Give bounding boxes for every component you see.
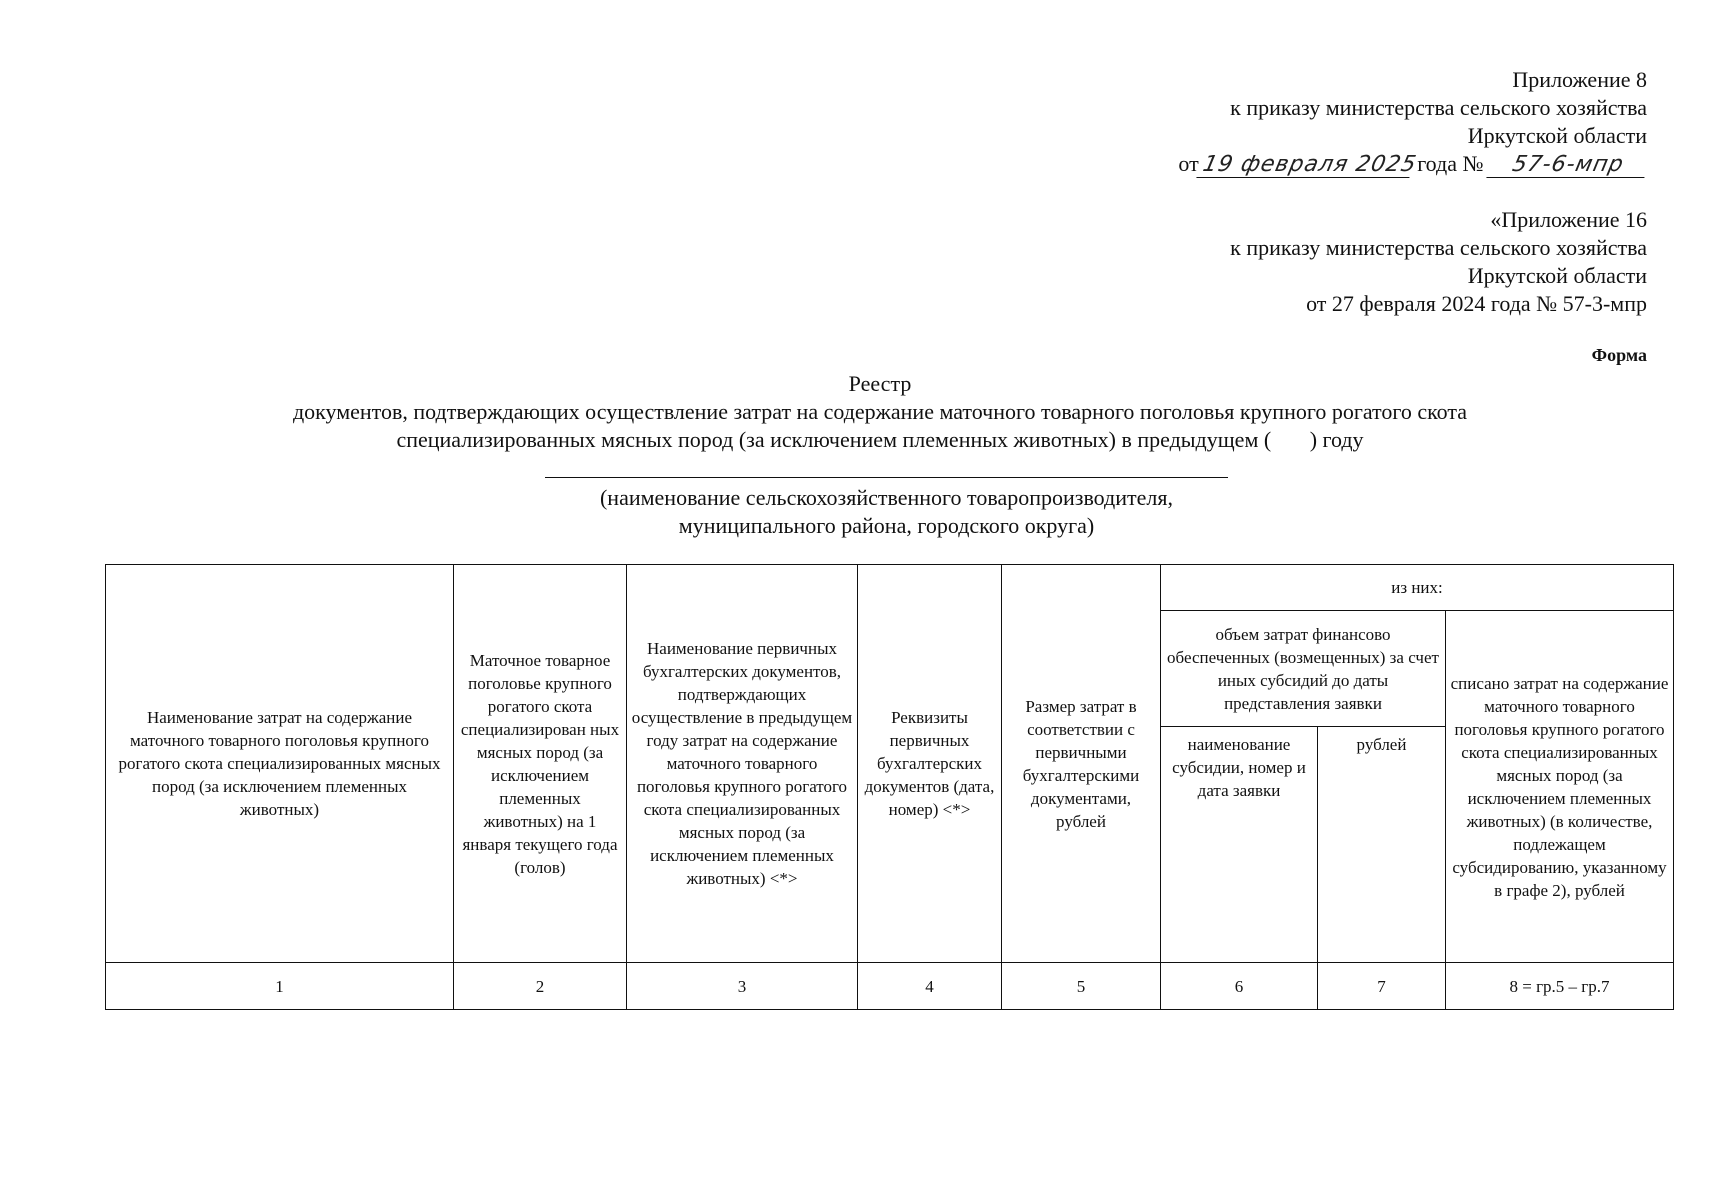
col-number-5: 5 bbox=[1002, 963, 1161, 1010]
col-8-header: списано затрат на содержание маточного товарного поголовья крупного рогатого скота специализированных мясных пород (за исключением племенных животных) (в количестве, подлежащем субсидированию, указанному в графе 2), рублей bbox=[1446, 611, 1674, 963]
producer-caption bbox=[430, 484, 1343, 540]
year-number-label: года № bbox=[1417, 151, 1484, 176]
appendix-8-date-line bbox=[1178, 150, 1647, 178]
handwritten-number: 57-6-мпр bbox=[1486, 153, 1649, 178]
appendix-16-title: «Приложение 16 bbox=[1490, 207, 1647, 232]
col-1-header: Наименование затрат на содержание маточного товарного поголовья крупного рогатого скота специализированных мясных пород (за исключением племенных животных) bbox=[106, 565, 454, 963]
col-4-header: Реквизиты первичных бухгалтерских документов (дата, номер) <*> bbox=[858, 565, 1002, 963]
title-line-3: специализированных мясных пород (за исключением племенных животных) в предыдущем ( ) году bbox=[396, 427, 1364, 452]
appendix-16-order-line: к приказу министерства сельского хозяйства bbox=[1230, 235, 1647, 260]
appendix-8-order-line: к приказу министерства сельского хозяйства bbox=[1230, 95, 1647, 120]
registry-title bbox=[130, 370, 1630, 454]
col-number-6: 6 bbox=[1161, 963, 1318, 1010]
col-6-header: наименование субсидии, номер и дата заявки bbox=[1161, 727, 1318, 963]
appendix-8-region-line: Иркутской области bbox=[1467, 123, 1647, 148]
form-label: Форма bbox=[1591, 345, 1647, 365]
group-a-header: объем затрат финансово обеспеченных (возмещенных) за счет иных субсидий до даты представления заявки bbox=[1161, 611, 1446, 727]
col-2-header: Маточное товарное поголовье крупного рогатого скота специализирован ных мясных пород (за исключением племенных животных) на 1 января текущего года (голов) bbox=[454, 565, 627, 963]
column-numbers-row bbox=[106, 963, 1674, 1010]
title-line-1: Реестр bbox=[848, 371, 912, 396]
appendix-16-header bbox=[1230, 206, 1647, 318]
col-number-3: 3 bbox=[627, 963, 858, 1010]
of-them-header: из них: bbox=[1161, 565, 1674, 611]
appendix-16-date-line: от 27 февраля 2024 года № 57-3-мпр bbox=[1306, 291, 1647, 316]
col-number-7: 7 bbox=[1318, 963, 1446, 1010]
col-number-4: 4 bbox=[858, 963, 1002, 1010]
registry-table bbox=[105, 564, 1674, 1010]
appendix-8-title: Приложение 8 bbox=[1512, 67, 1647, 92]
col-number-1: 1 bbox=[106, 963, 454, 1010]
header-row-1 bbox=[106, 565, 1674, 611]
from-label: от bbox=[1178, 151, 1199, 176]
appendix-16-region-line: Иркутской области bbox=[1467, 263, 1647, 288]
producer-caption-line-1: (наименование сельскохозяйственного товаропроизводителя, bbox=[599, 485, 1173, 510]
producer-caption-line-2: муниципального района, городского округа) bbox=[678, 513, 1095, 538]
col-5-header: Размер затрат в соответствии с первичными бухгалтерскими документами, рублей bbox=[1002, 565, 1161, 963]
appendix-8-header bbox=[1178, 66, 1647, 178]
handwritten-date: 19 февраля 2025 bbox=[1196, 153, 1414, 178]
col-7-header: рублей bbox=[1318, 727, 1446, 963]
col-3-header: Наименование первичных бухгалтерских документов, подтверждающих осуществление в предыдущем году затрат на содержание маточного товарного поголовья крупного рогатого скота специализированных мясных пород (за исключением племенных животных) <*> bbox=[627, 565, 858, 963]
col-number-2: 2 bbox=[454, 963, 627, 1010]
producer-name-blank-line bbox=[545, 477, 1228, 478]
title-line-2: документов, подтверждающих осуществление затрат на содержание маточного товарного поголовья крупного рогатого скота bbox=[292, 399, 1468, 424]
col-number-8: 8 = гр.5 – гр.7 bbox=[1446, 963, 1674, 1010]
